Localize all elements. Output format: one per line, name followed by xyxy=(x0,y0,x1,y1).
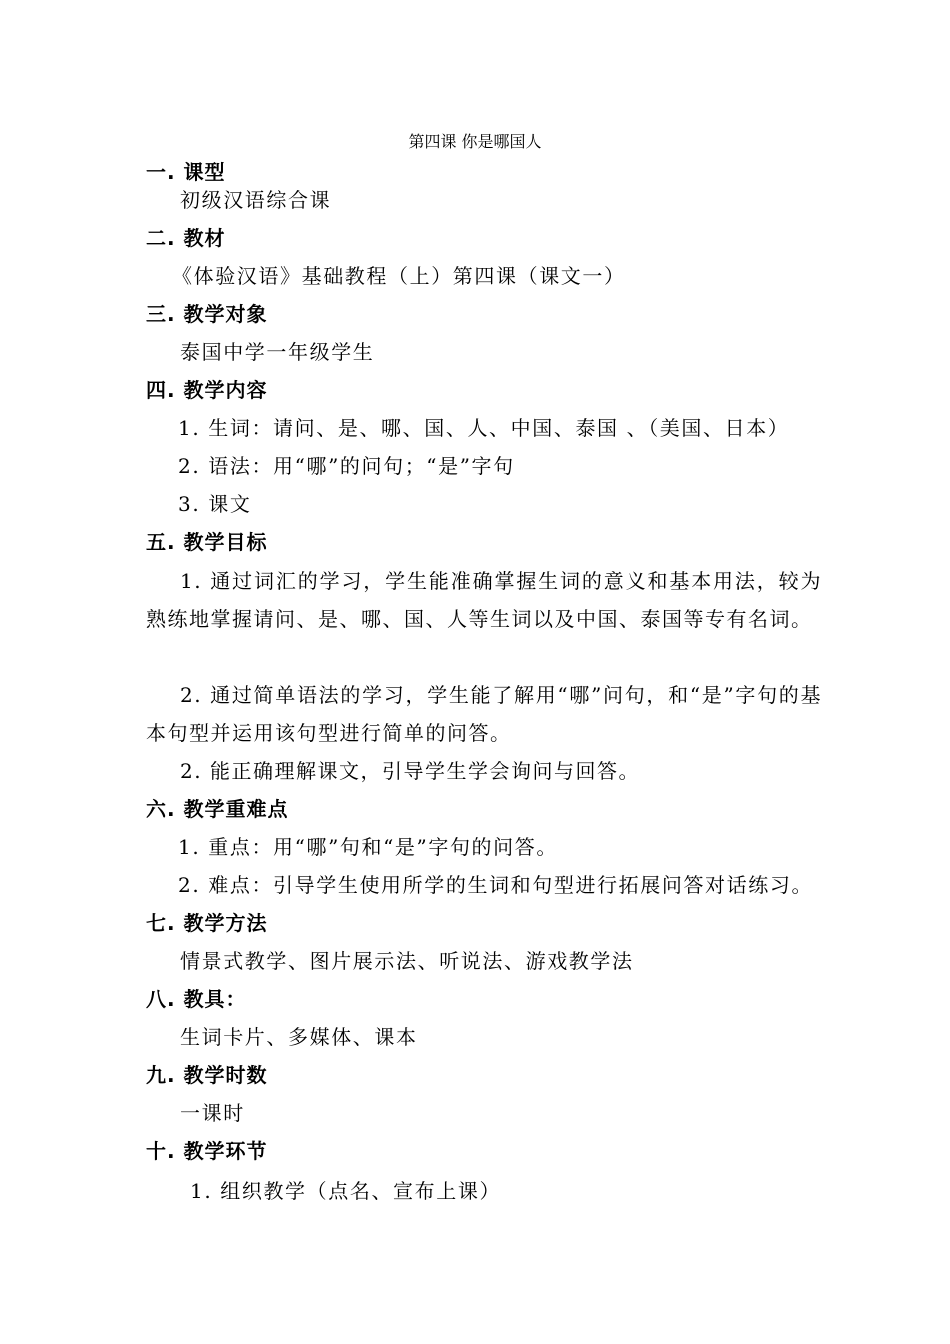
section-heading: 五. 教学目标 xyxy=(146,530,268,554)
key-point-item: 1. 重点：用“哪”句和“是”字句的问答。 xyxy=(178,835,558,859)
section-heading: 八. 教具： xyxy=(146,987,247,1011)
section-heading: 九. 教学时数 xyxy=(146,1063,268,1087)
section-heading: 四. 教学内容 xyxy=(146,378,268,402)
section-heading: 一. 课型 xyxy=(146,160,226,184)
content-item: 2. 语法：用“哪”的问句；“是”字句 xyxy=(178,454,515,478)
section-text: 生词卡片、多媒体、课本 xyxy=(180,1025,418,1049)
section-heading: 三. 教学对象 xyxy=(146,302,268,326)
section-text: 泰国中学一年级学生 xyxy=(180,340,375,364)
procedure-item: 1. 组织教学（点名、宣布上课） xyxy=(190,1179,502,1203)
section-heading: 十. 教学环节 xyxy=(146,1139,268,1163)
key-point-item: 2. 难点：引导学生使用所学的生词和句型进行拓展问答对话练习。 xyxy=(178,873,814,897)
content-item: 3. 课文 xyxy=(178,492,252,516)
page-title: 第四课 你是哪国人 xyxy=(408,132,542,151)
objective-paragraph: 2. 能正确理解课文，引导学生学会询问与回答。 xyxy=(180,759,640,783)
section-text: 情景式教学、图片展示法、听说法、游戏教学法 xyxy=(180,949,634,973)
section-text: 初级汉语综合课 xyxy=(180,188,332,212)
section-text: 《体验汉语》基础教程（上）第四课（课文一） xyxy=(172,264,626,288)
section-text: 一课时 xyxy=(180,1101,245,1125)
section-heading: 二. 教材 xyxy=(146,226,226,250)
section-heading: 七. 教学方法 xyxy=(146,911,268,935)
objective-paragraph: 2. 通过简单语法的学习，学生能了解用“哪”问句，和“是”字句的基本句型并运用该句型进行简单的问答。 xyxy=(146,683,822,745)
section-heading: 六. 教学重难点 xyxy=(146,797,289,821)
content-item: 1. 生词：请问、是、哪、国、人、中国、泰国 、（美国、日本） xyxy=(178,416,790,440)
objective-paragraph: 1. 通过词汇的学习，学生能准确掌握生词的意义和基本用法，较为熟练地掌握请问、是、哪、国、人等生词以及中国、泰国等专有名词。 xyxy=(146,569,822,631)
